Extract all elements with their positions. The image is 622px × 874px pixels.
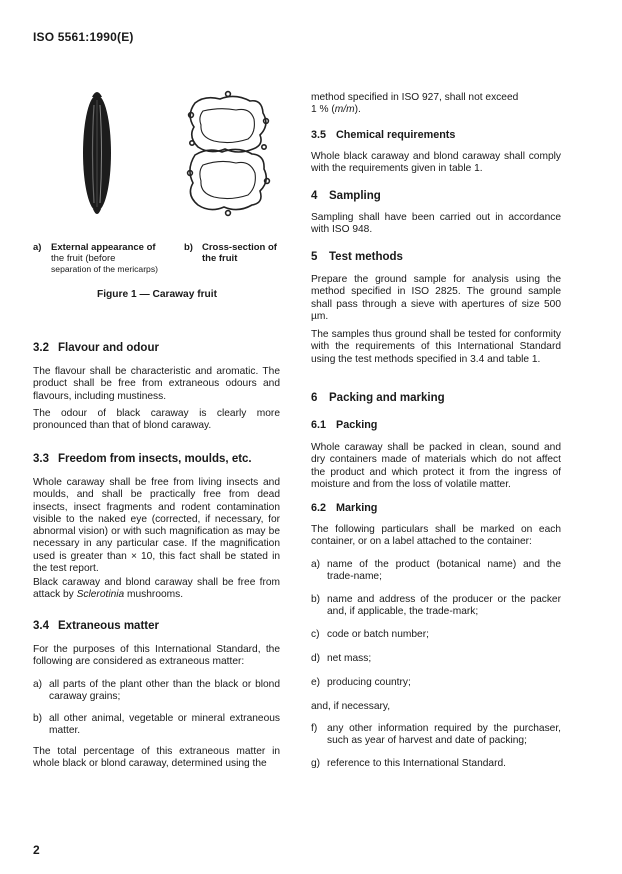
caption-b-line1: Cross-section of <box>202 242 277 253</box>
list-item: g) reference to this International Standard. <box>311 758 506 769</box>
section-number: 3.5 <box>311 129 327 141</box>
section-title: Sampling <box>329 190 381 202</box>
document-header: ISO 5561:1990(E) <box>33 30 134 44</box>
section-number: 6.1 <box>311 419 327 431</box>
and-if-necessary: and, if necessary, <box>311 701 391 712</box>
section-number: 5 <box>311 251 318 263</box>
section-number: 3.4 <box>33 620 49 632</box>
caption-a-line1: External appearance of <box>51 242 156 253</box>
list-item: b) name and address of the producer or the packer and, if applicable, the trade-mark; <box>311 594 561 618</box>
section-3-4-heading <box>33 620 159 632</box>
figure-caption-b <box>184 242 294 264</box>
section-number: 6.2 <box>311 502 327 514</box>
list-item: f) any other information required by the purchaser, such as year of harvest and date of packing; <box>311 723 561 747</box>
flavour-paragraph-1: The flavour shall be characteristic and aromatic. The product shall be free from extraneous odours and flavours, including mustiness. <box>33 366 280 402</box>
insects-paragraph-2: Black caraway and blond caraway shall be free from attack by Sclerotinia mushrooms. <box>33 577 280 601</box>
section-5-heading <box>311 251 403 263</box>
list-item: e) producing country; <box>311 677 411 688</box>
section-title: Test methods <box>329 251 403 263</box>
caraway-fruit-cross-section-illustration <box>188 92 270 216</box>
section-title: Extraneous matter <box>58 620 159 632</box>
figure-title: Figure 1 — Caraway fruit <box>96 289 218 300</box>
caption-a-line2: the fruit (before <box>51 253 116 264</box>
section-number: 3.3 <box>33 453 49 465</box>
list-item: a) name of the product (botanical name) and the trade-name; <box>311 559 561 583</box>
caraway-fruit-figure <box>60 85 280 250</box>
section-3-2-heading <box>33 342 159 354</box>
section-title: Flavour and odour <box>58 342 159 354</box>
list-item: c) code or batch number; <box>311 629 429 640</box>
section-title: Chemical requirements <box>336 129 456 141</box>
section-title: Packing and marking <box>329 392 445 404</box>
caption-a-label: a) <box>33 242 42 253</box>
list-item: a) all parts of the plant other than the black or blond caraway grains; <box>33 679 280 703</box>
section-3-5-heading <box>311 129 455 141</box>
section-title: Freedom from insects, moulds, etc. <box>58 453 252 465</box>
section-6-heading <box>311 392 445 404</box>
extraneous-total-paragraph: The total percentage of this extraneous matter in whole black or blond caraway, determined using the <box>33 746 280 770</box>
page-number: 2 <box>33 843 40 857</box>
extraneous-intro: For the purposes of this International Standard, the following are considered as extraneous matter: <box>33 644 280 668</box>
section-6-2-heading <box>311 502 377 514</box>
test-methods-paragraph-2: The samples thus ground shall be tested for conformity with the requirements of this International Standard using the test methods specified in 3.4 and table 1. <box>311 329 561 365</box>
caption-b-line2: the fruit <box>202 253 238 264</box>
flavour-paragraph-2: The odour of black caraway is clearly more pronounced than that of blond caraway. <box>33 408 280 432</box>
section-title: Packing <box>336 419 378 431</box>
caption-b-label: b) <box>184 242 193 253</box>
section-6-1-heading <box>311 419 377 431</box>
list-item: d) net mass; <box>311 653 372 664</box>
section-4-heading <box>311 190 381 202</box>
marking-intro: The following particulars shall be marked on each container, or on a label attached to the container: <box>311 524 561 548</box>
sampling-paragraph: Sampling shall have been carried out in accordance with ISO 948. <box>311 212 561 236</box>
caption-a-line3: separation of the mericarps) <box>51 264 158 274</box>
chemical-paragraph: Whole black caraway and blond caraway shall comply with the requirements given in table 1. <box>311 151 561 175</box>
test-methods-paragraph-1: Prepare the ground sample for analysis using the method specified in ISO 2825. The ground sample shall pass through a sieve with apertures of size 500 µm. <box>311 274 561 322</box>
section-3-3-heading <box>33 453 252 465</box>
figure-caption-a <box>33 242 183 275</box>
section-number: 3.2 <box>33 342 49 354</box>
list-item: b) all other animal, vegetable or mineral extraneous matter. <box>33 713 280 737</box>
caraway-fruit-external-illustration <box>83 92 111 214</box>
insects-paragraph-1: Whole caraway shall be free from living insects and moulds, and shall be practically free from dead insects, insect fragments and rodent contamination visible to the naked eye (corrected, if necessary, for abnormal vision) or with such magnification as may be necessary in any particular case. If the magnification used is greater than × 10, this fact shall be stated in the test report. <box>33 477 280 575</box>
packing-paragraph: Whole caraway shall be packed in clean, sound and dry containers made of materials which do not affect the product and which protect it from the ingress of moisture and from the loss of volatile matter. <box>311 442 561 490</box>
section-number: 4 <box>311 190 318 202</box>
section-number: 6 <box>311 392 318 404</box>
section-title: Marking <box>336 502 378 514</box>
sclerotinia-term: Sclerotinia <box>76 589 125 601</box>
continued-paragraph: method specified in ISO 927, shall not exceed 1 % (m/m). <box>311 92 519 116</box>
